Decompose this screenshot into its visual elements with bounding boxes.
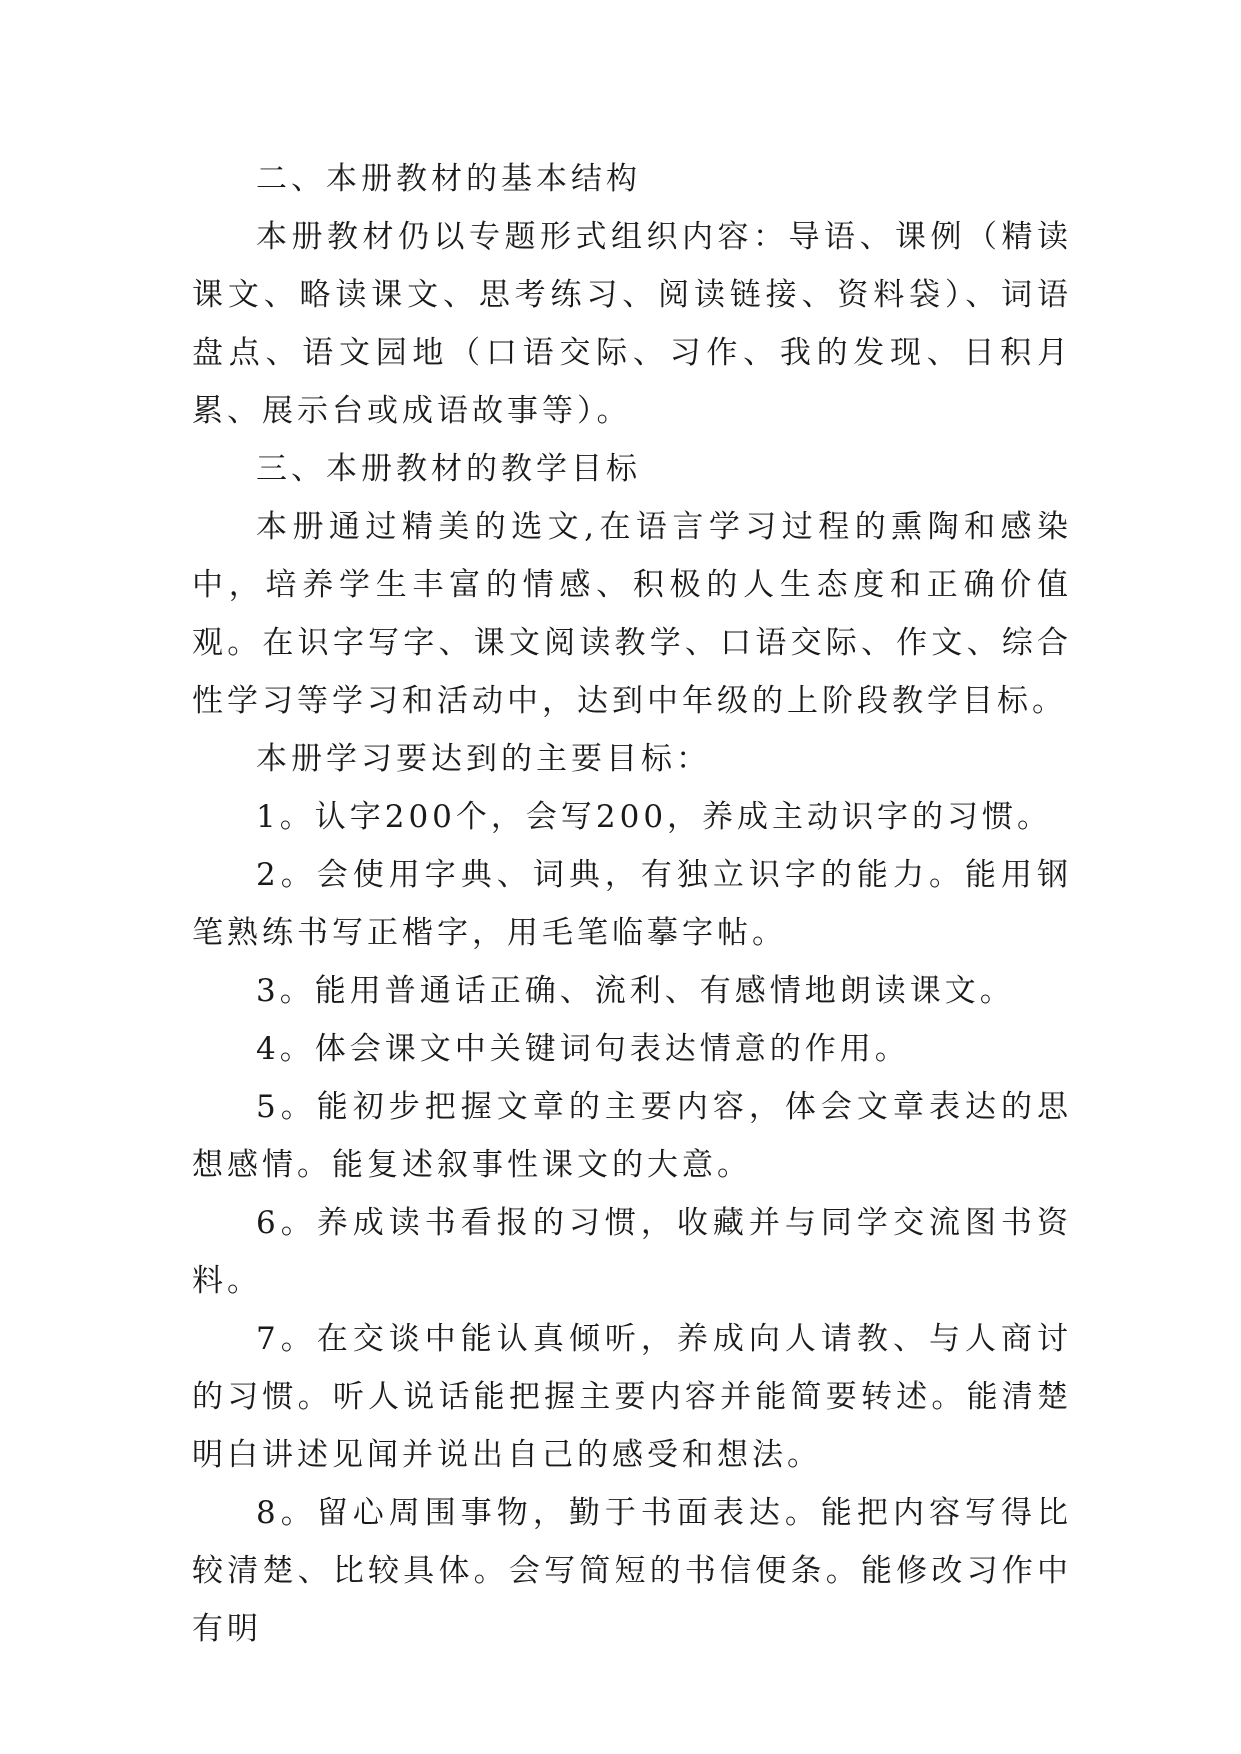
paragraph-structure-description: 本册教材仍以专题形式组织内容：导语、课例（精读课文、略读课文、思考练习、阅读链接、资料袋）、词语盘点、语文园地（口语交际、习作、我的发现、日积月累、展示台或成语故事等）。 (192, 219, 1072, 429)
paragraph-main-goals-intro: 本册学习要达到的主要目标： (256, 741, 711, 777)
goal-item-6: 6。养成读书看报的习惯，收藏并与同学交流图书资料。 (192, 1205, 1072, 1299)
goal-item-4: 4。体会课文中关键词句表达情意的作用。 (256, 1031, 910, 1067)
document-body (192, 150, 1072, 1658)
goal-item-2: 2。会使用字典、词典，有独立识字的能力。能用钢笔熟练书写正楷字，用毛笔临摹字帖。 (192, 857, 1072, 951)
section-heading-goals: 三、本册教材的教学目标 (256, 451, 641, 487)
section-heading-structure: 二、本册教材的基本结构 (256, 161, 641, 197)
goal-item-8: 8。留心周围事物，勤于书面表达。能把内容写得比较清楚、比较具体。会写简短的书信便条。能修改习作中有明 (192, 1495, 1072, 1647)
goal-item-5: 5。能初步把握文章的主要内容，体会文章表达的思想感情。能复述叙事性课文的大意。 (192, 1089, 1072, 1183)
goal-item-7: 7。在交谈中能认真倾听，养成向人请教、与人商讨的习惯。听人说话能把握主要内容并能简要转述。能清楚明白讲述见闻并说出自己的感受和想法。 (192, 1321, 1072, 1473)
goal-item-3: 3。能用普通话正确、流利、有感情地朗读课文。 (256, 973, 1015, 1009)
paragraph-goals-description: 本册通过精美的选文,在语言学习过程的熏陶和感染中，培养学生丰富的情感、积极的人生态度和正确价值观。在识字写字、课文阅读教学、口语交际、作文、综合性学习等学习和活动中，达到中年级的上阶段教学目标。 (192, 509, 1072, 719)
goal-item-1: 1。认字200个，会写200，养成主动识字的习惯。 (256, 799, 1053, 835)
